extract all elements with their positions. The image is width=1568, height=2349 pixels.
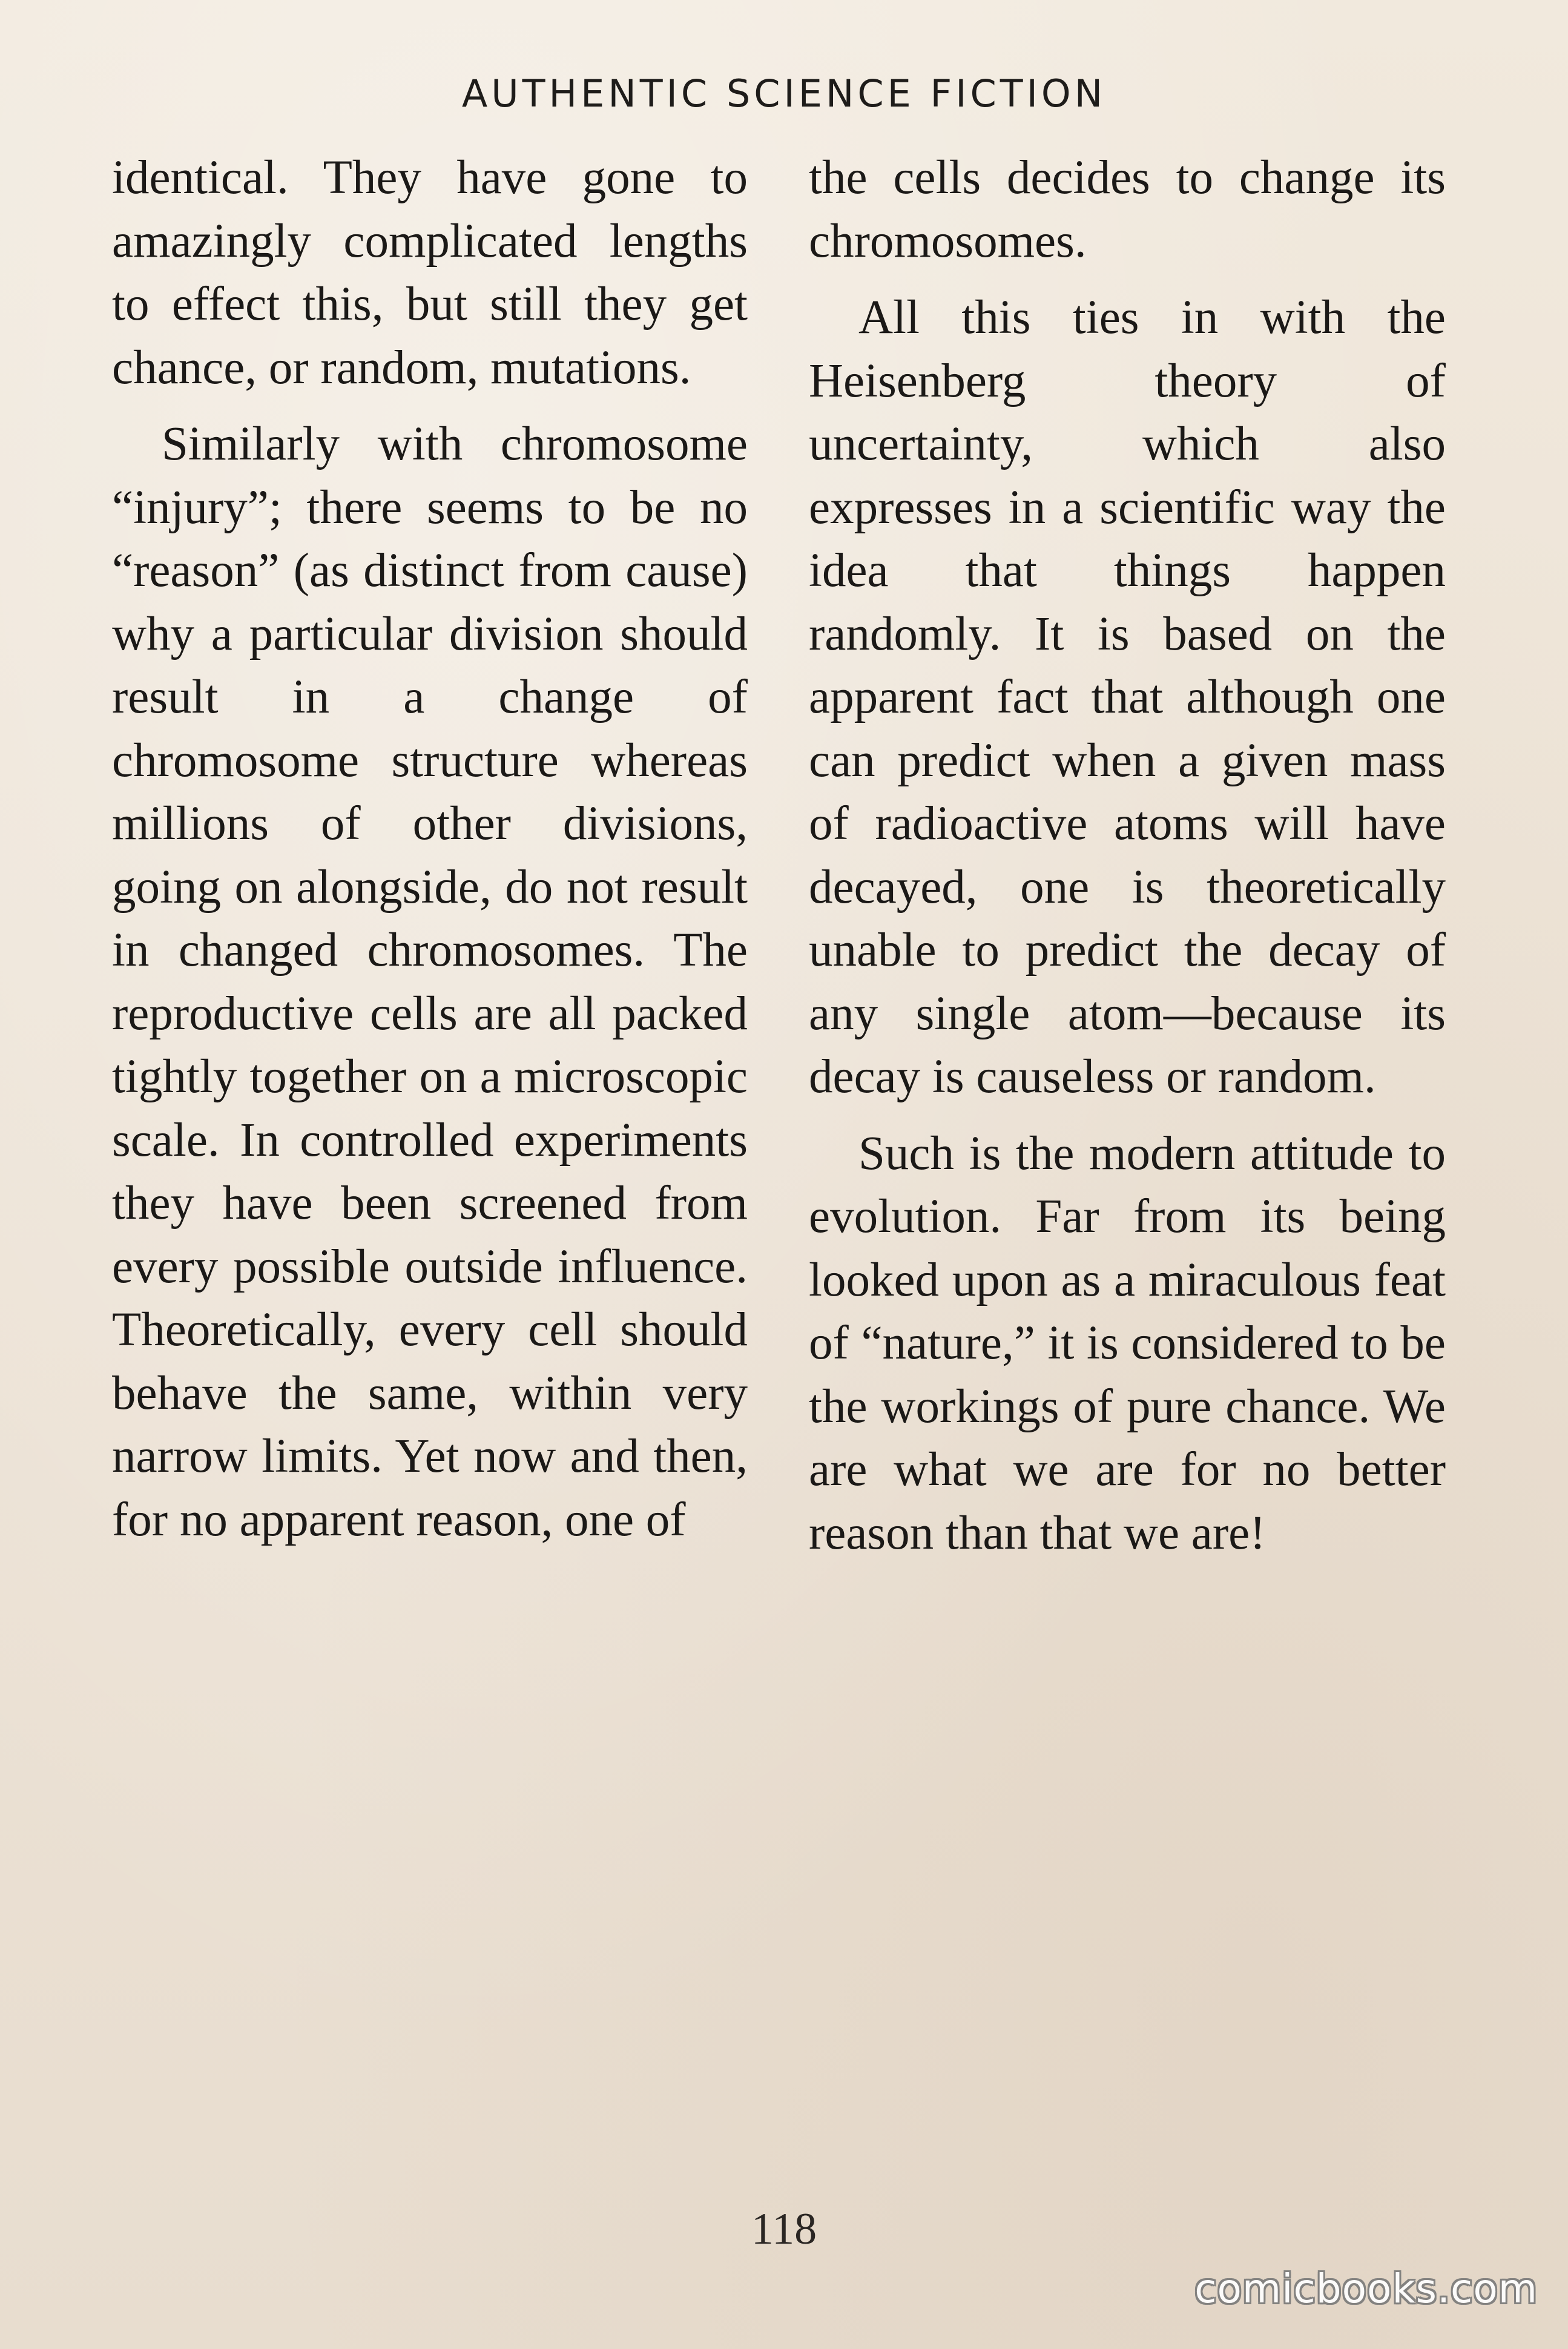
right-column: [809, 147, 1446, 1565]
left-column: [112, 147, 748, 1552]
right-paragraph-3: Such is the modern attitude to evolution. Far from its being looked upon as a miraculous feat of “nature,” it is considered to be the workings of pure chance. We are what we are for no better reason than that we are!: [809, 1127, 1446, 1560]
left-paragraph-1: identical. They have gone to amazingly complicated lengths to effect this, but still they get chance, or random, mutations.: [112, 151, 748, 394]
right-paragraph-2: All this ties in with the Heisenberg theory of uncertainty, which also expresses in a scientific way the idea that things happen randomly. It is based on the apparent fact that although one can predict when a given mass of radioactive atoms will have decayed, one is theoretically unable to predict the decay of any single atom—because its decay is causeless or random.: [809, 291, 1446, 1103]
site-watermark: comicbooks.com: [1194, 2265, 1538, 2312]
left-paragraph-2: Similarly with chromosome “injury”; there seems to be no “reason” (as distinct from cause) why a particular division should result in a change of chromosome structure whereas millions of other divisions, going on alongside, do not result in changed chromosomes. The reproductive cells are all packed tightly together on a microscopic scale. In controlled experiments they have been screened from every possible outside influence. Theoretically, every cell should behave the same, within very narrow limits. Yet now and then, for no apparent reason, one of: [112, 418, 748, 1546]
running-head: AUTHENTIC SCIENCE FICTION: [461, 71, 1107, 116]
right-paragraph-1: the cells decides to change its chromosomes.: [809, 151, 1446, 268]
page-number: 118: [751, 2204, 817, 2254]
